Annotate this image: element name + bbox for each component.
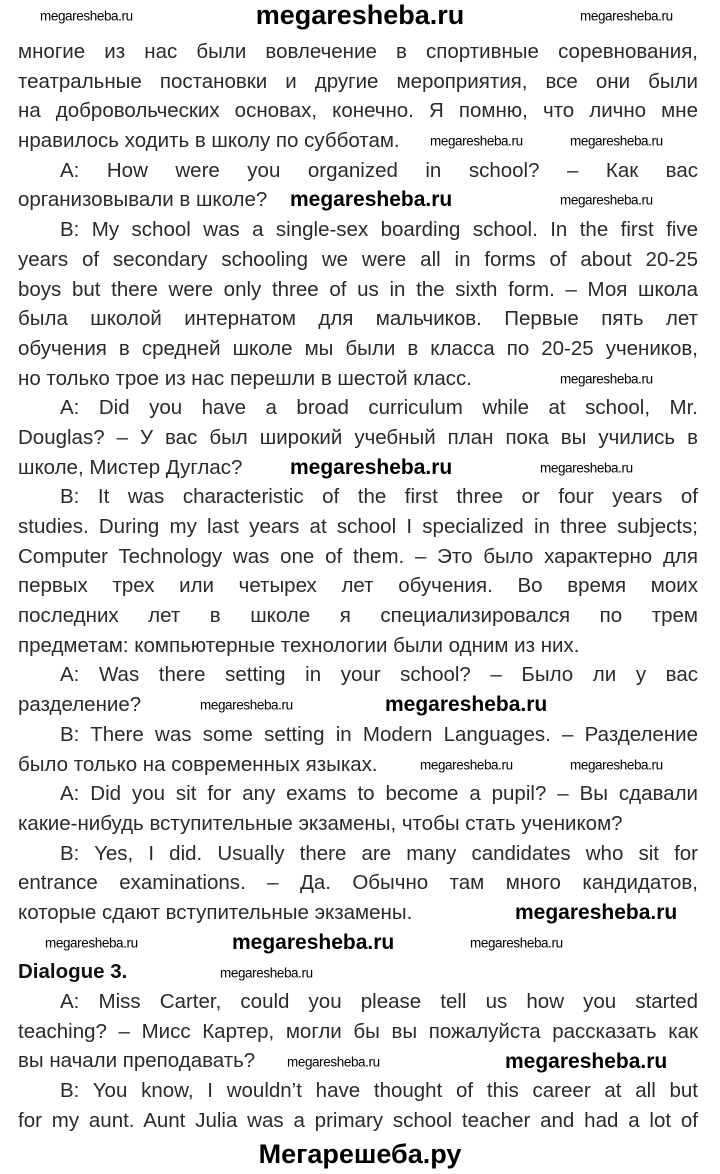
watermark: megaresheba.ru xyxy=(560,192,653,208)
text-line: B: There was some setting in Modern Languages. – Разделение xyxy=(60,722,698,746)
watermark: megaresheba.ru xyxy=(420,757,513,773)
text-line: нравилось ходить в школу по субботам. xyxy=(18,129,400,153)
site-footer-watermark: Мегарешеба.ру xyxy=(258,1139,462,1169)
watermark: megaresheba.ru xyxy=(560,371,653,387)
text-line: boys but there were only three of us in the sixth form. – Моя школа xyxy=(18,277,698,301)
text-line: школе, Мистер Дуглас? xyxy=(18,455,243,479)
watermark: megaresheba.ru xyxy=(515,901,678,924)
text-line: B: My school was a single-sex boarding school. In the first five xyxy=(60,218,698,242)
watermark: megaresheba.ru xyxy=(290,188,453,211)
text-line: years of secondary schooling we were all in forms of about 20-25 xyxy=(18,247,698,271)
text-line: studies. During my last years at school I specialized in three subjects; xyxy=(18,515,698,538)
watermark: megaresheba.ru xyxy=(570,133,663,149)
text-line: Douglas? – У вас был широкий учебный план пока вы учились в xyxy=(18,425,698,449)
watermark: megaresheba.ru xyxy=(200,697,293,713)
text-line: театральные постановки и другие мероприятия, все они были xyxy=(18,69,698,93)
text-line: последних лет в школе я специализировался по трем xyxy=(18,604,698,628)
text-line: многие из нас были вовлечение в спортивные соревнования, xyxy=(18,40,698,63)
text-line: B: Yes, I did. Usually there are many candidates who sit for xyxy=(60,841,698,865)
text-line: на добровольческих основах, конечно. Я помню, что лично мне xyxy=(18,99,698,123)
text-line: которые сдают вступительные экзамены. xyxy=(18,900,413,924)
text-line: первых трех или четырех лет обучения. Во время моих xyxy=(18,574,698,598)
text-line: for my aunt. Aunt Julia was a primary school teacher and had a lot of xyxy=(18,1108,698,1132)
text-line: была школой интернатом для мальчиков. Первые пять лет xyxy=(18,307,698,331)
text-line: teaching? – Мисс Картер, могли бы вы пожалуйста рассказать как xyxy=(18,1019,698,1043)
text-line: A: Did you sit for any exams to become a pupil? – Вы сдавали xyxy=(60,782,698,806)
watermark: megaresheba.ru xyxy=(385,693,548,716)
text-line: B: You know, I wouldn’t have thought of this career at all but xyxy=(60,1079,698,1103)
site-header-watermark: megaresheba.ru xyxy=(255,0,465,30)
text-line: A: Did you have a broad curriculum while at school, Mr. xyxy=(60,396,698,420)
watermark: megaresheba.ru xyxy=(232,931,395,954)
watermark: megaresheba.ru xyxy=(290,456,453,479)
watermark: megaresheba.ru xyxy=(505,1050,668,1073)
text-line: вы начали преподавать? xyxy=(18,1049,256,1073)
text-line: B: It was characteristic of the first three or four years of xyxy=(60,485,698,509)
section-heading: Dialogue 3. xyxy=(18,960,128,984)
text-line: какие-нибудь вступительные экзамены, чтобы стать учеником? xyxy=(18,811,623,835)
watermark: megaresheba.ru xyxy=(45,935,138,951)
watermark: megaresheba.ru xyxy=(40,8,133,24)
text-line: было только на современных языках. xyxy=(18,752,378,776)
watermark: megaresheba.ru xyxy=(470,935,563,951)
text-line: организовывали в школе? xyxy=(18,188,268,212)
text-line: обучения в средней школе мы были в класса по 20-25 учеников, xyxy=(18,336,698,360)
text-line: entrance examinations. – Да. Обычно там много кандидатов, xyxy=(18,871,698,895)
text-line: но только трое из нас перешли в шестой класс. xyxy=(18,366,472,390)
watermark: megaresheba.ru xyxy=(220,965,313,981)
watermark: megaresheba.ru xyxy=(287,1054,380,1070)
text-line: A: Was there setting in your school? – Было ли у вас xyxy=(60,663,698,687)
text-line: A: How were you organized in school? – Как вас xyxy=(60,158,698,182)
watermark: megaresheba.ru xyxy=(430,133,523,149)
watermark: megaresheba.ru xyxy=(570,757,663,773)
text-line: A: Miss Carter, could you please tell us how you started xyxy=(60,990,698,1013)
text-line: разделение? xyxy=(18,693,142,717)
watermark: megaresheba.ru xyxy=(580,8,673,24)
watermark: megaresheba.ru xyxy=(540,460,633,476)
text-line: Computer Technology was one of them. – Это было характерно для xyxy=(18,544,698,568)
text-line: предметам: компьютерные технологии были одним из них. xyxy=(18,633,580,657)
